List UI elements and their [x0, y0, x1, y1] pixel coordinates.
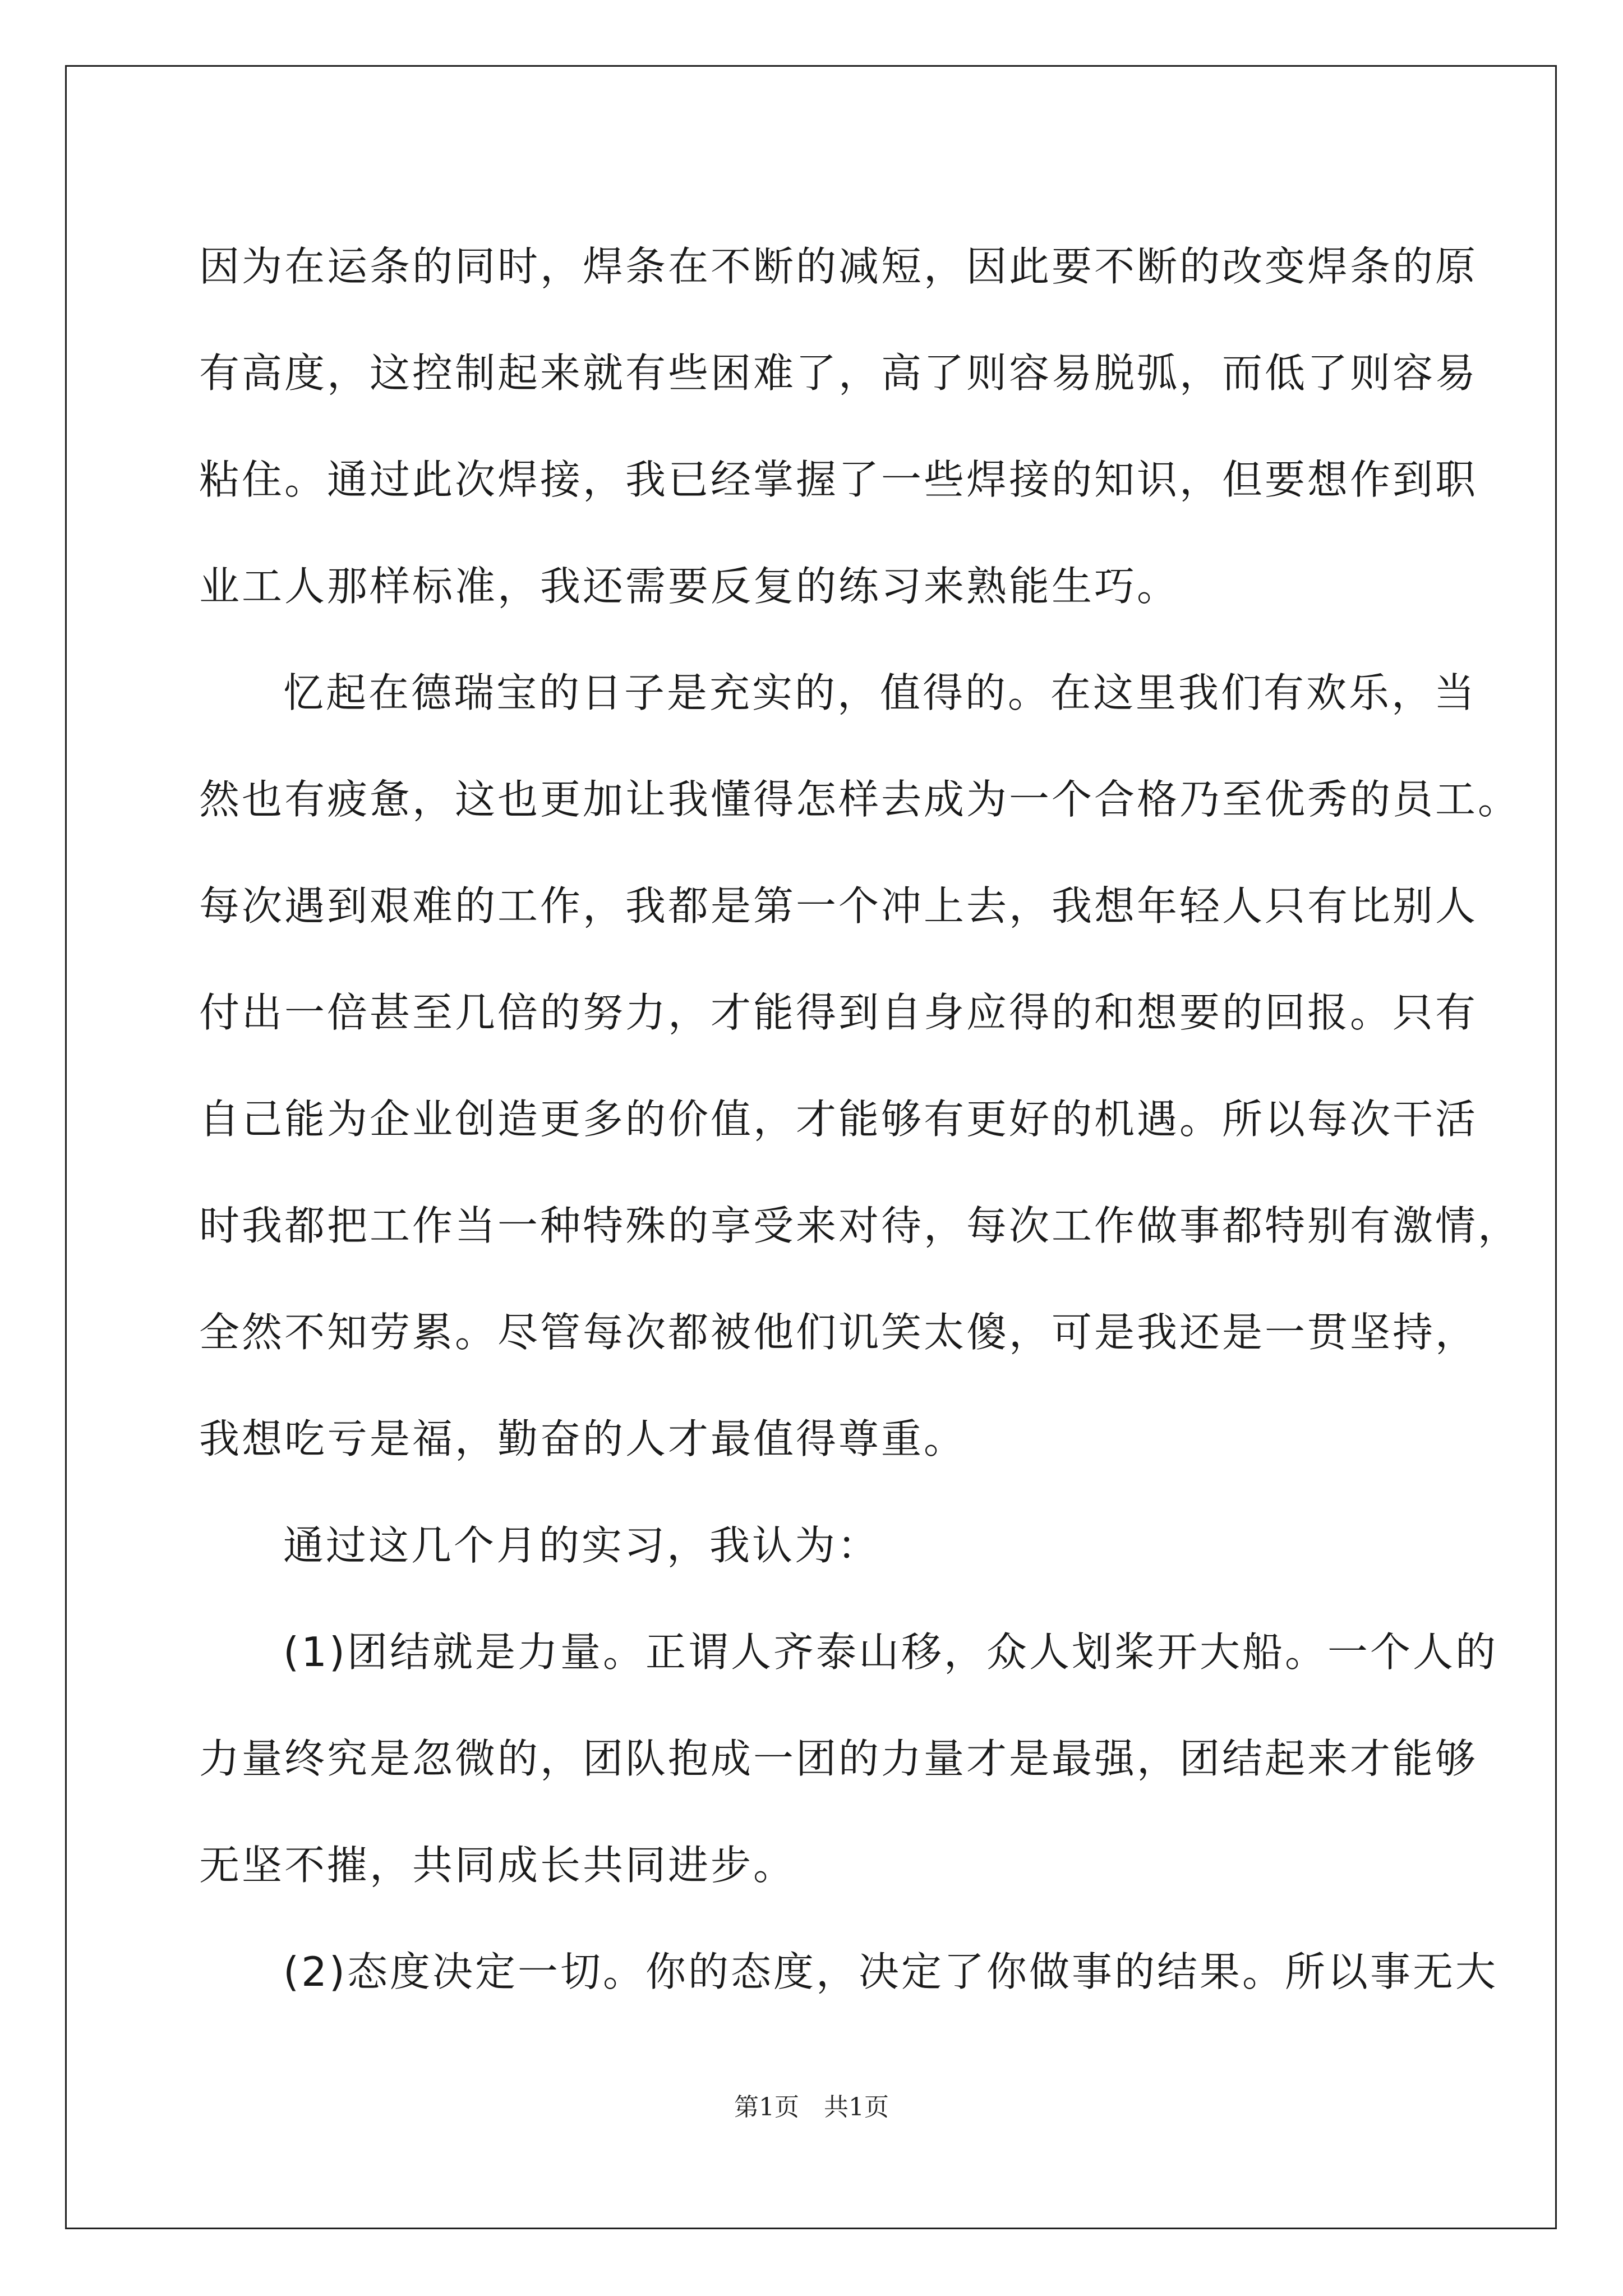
- text-line: 我想吃亏是福，勤奋的人才最值得尊重。: [199, 1415, 967, 1462]
- document-body: [199, 213, 1521, 2025]
- text-line: 自己能为企业创造更多的价值，才能够有更好的机遇。所以每次干活: [199, 1096, 1478, 1143]
- text-line: 有高度，这控制起来就有些困难了，高了则容易脱弧，而低了则容易: [199, 349, 1478, 397]
- text-line: (2)态度决定一切。你的态度，决定了你做事的结果。所以事无大: [283, 1948, 1498, 1995]
- text-line: 付出一倍甚至几倍的努力，才能得到自身应得的和想要的回报。只有: [199, 989, 1478, 1036]
- text-line: 全然不知劳累。尽管每次都被他们讥笑太傻，可是我还是一贯坚持，: [199, 1309, 1478, 1356]
- text-line: 因为在运条的同时，焊条在不断的减短，因此要不断的改变焊条的原: [199, 243, 1478, 290]
- text-line: 无坚不摧，共同成长共同进步。: [199, 1842, 796, 1889]
- text-line: 每次遇到艰难的工作，我都是第一个冲上去，我想年轻人只有比别人: [199, 882, 1478, 930]
- page-footer: 第1页 共1页: [734, 2093, 889, 2122]
- text-line: 业工人那样标准，我还需要反复的练习来熟能生巧。: [199, 563, 1180, 610]
- text-line: 然也有疲惫，这也更加让我懂得怎样去成为一个合格乃至优秀的员工。: [199, 776, 1521, 823]
- text-line: 力量终究是忽微的，团队抱成一团的力量才是最强，团结起来才能够: [199, 1735, 1478, 1782]
- text-line: 粘住。通过此次焊接，我已经掌握了一些焊接的知识，但要想作到职: [199, 456, 1478, 503]
- text-line: 时我都把工作当一种特殊的享受来对待，每次工作做事都特别有激情，: [199, 1202, 1521, 1249]
- text-line: 忆起在德瑞宝的日子是充实的，值得的。在这里我们有欢乐，当: [283, 669, 1477, 716]
- text-line: 通过这几个月的实习，我认为：: [283, 1522, 880, 1569]
- text-line: (1)团结就是力量。正谓人齐泰山移，众人划桨开大船。一个人的: [283, 1628, 1498, 1676]
